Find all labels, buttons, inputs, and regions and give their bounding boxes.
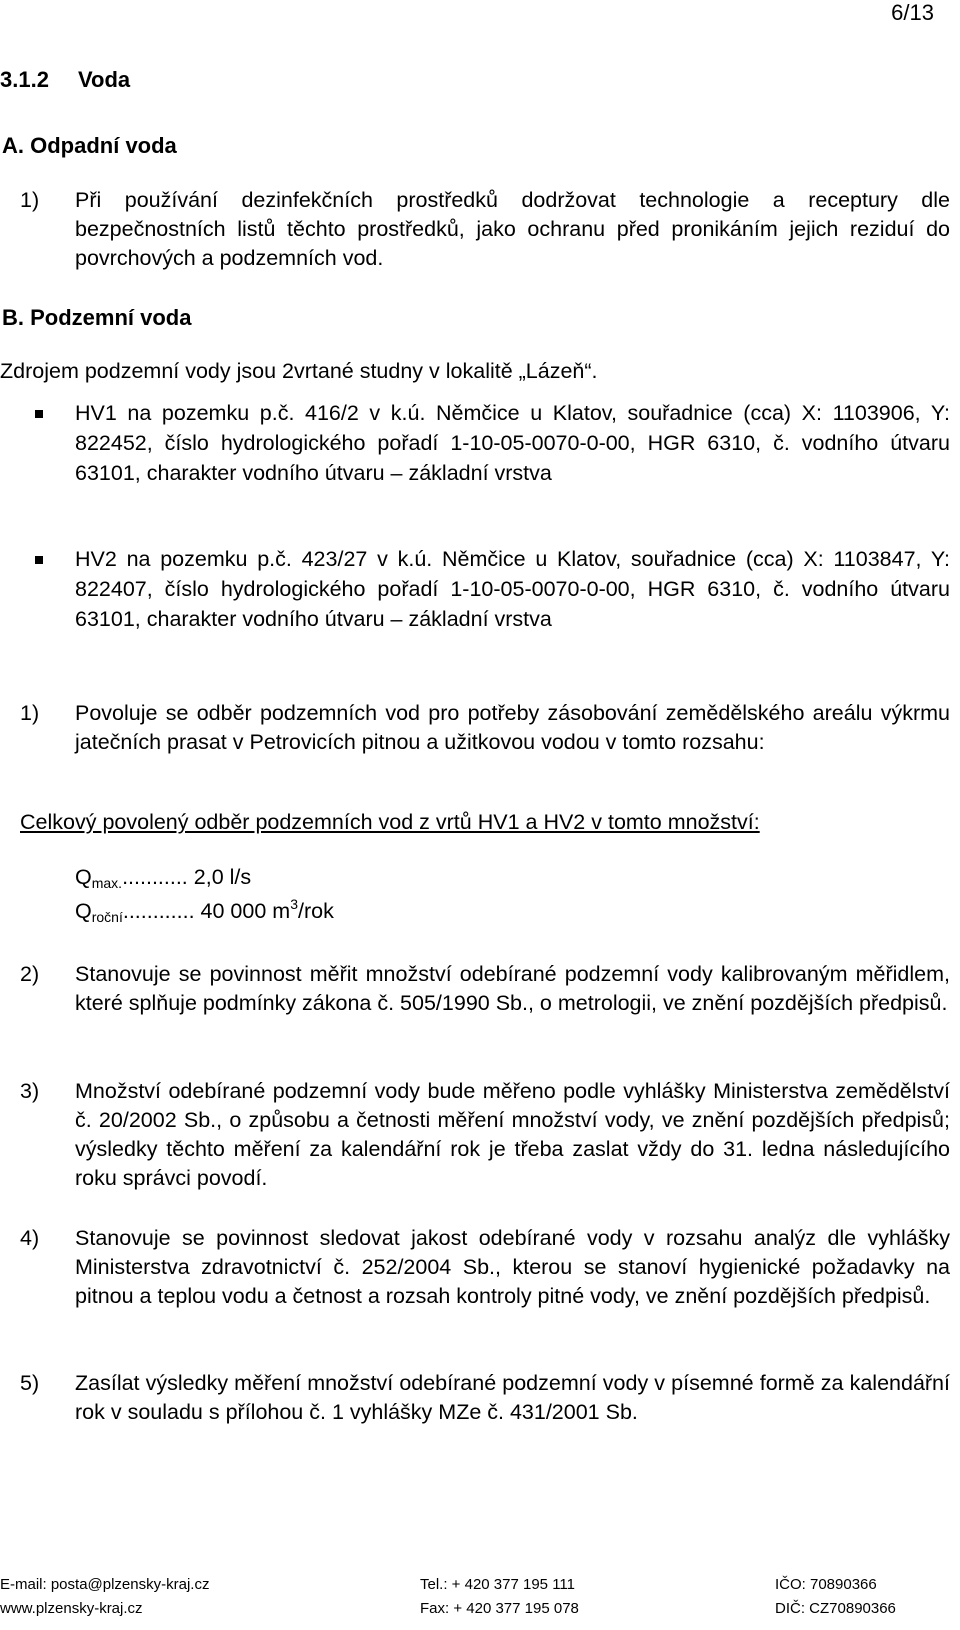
footer-fax: Fax: + 420 377 195 078 (420, 1600, 579, 1617)
footer-dic: DIČ: CZ70890366 (775, 1600, 896, 1617)
section-number: 3.1.2 (0, 67, 49, 92)
item-number: 1) (20, 188, 40, 212)
quantity-value: 40 000 m (200, 899, 291, 923)
ground-water-heading: B. Podzemní voda (2, 305, 192, 330)
item-text: Zasílat výsledky měření množství odebírané podzemní vody v písemné formě za kalendářní rok v souladu s přílohou č. 1 vyhlášky MZe č. 431/2001 Sb. (75, 1371, 950, 1424)
item-text: Stanovuje se povinnost měřit množství odebírané podzemní vody kalibrovaným měřidlem, které splňuje podmínky zákona č. 505/1990 Sb., o metrologii, ve znění pozdějších předpisů. (75, 962, 950, 1015)
ground-water-item-2 (20, 960, 950, 1018)
well-hv2 (20, 544, 950, 634)
section-title: Voda (78, 67, 131, 92)
item-number: 4) (20, 1226, 40, 1250)
ground-water-intro: Zdrojem podzemní vody jsou 2vrtané studny v lokalitě „Lázeň“. (0, 359, 598, 383)
well-text: HV2 na pozemku p.č. 423/27 v k.ú. Němčice u Klatov, souřadnice (cca) X: 1103847, Y: 822407, číslo hydrologického pořadí 1-10-05-0070-0-00, HGR 6310, č. vodního útvaru 63101, charakter vodního útvaru – základní vrstva (75, 547, 950, 631)
ground-water-item-3 (20, 1077, 950, 1193)
bullet-square-icon (35, 410, 43, 418)
quantity-dots: ........... (122, 865, 188, 889)
item-number: 1) (20, 701, 40, 725)
quantity-subscript: max. (91, 875, 123, 891)
item-text: Při používání dezinfekčních prostředků dodržovat technologie a receptury dle bezpečnostních listů těchto prostředků, jako ochranu před pronikáním jejich reziduí do povrchových a podzemních vod. (75, 188, 950, 270)
well-hv1 (20, 398, 950, 488)
permit-item-1 (20, 699, 950, 757)
total-withdrawal-heading: Celkový povolený odběr podzemních vod z vrtů HV1 a HV2 v tomto množství: (20, 810, 760, 834)
waste-water-item-1 (20, 186, 950, 273)
ground-water-item-5 (20, 1369, 950, 1427)
footer-email: E-mail: posta@plzensky-kraj.cz (0, 1576, 210, 1593)
footer-tel: Tel.: + 420 377 195 111 (420, 1576, 575, 1593)
quantity-symbol: Q (75, 899, 92, 923)
section-heading (0, 66, 130, 94)
quantity-subscript: roční (91, 909, 123, 925)
item-text: Povoluje se odběr podzemních vod pro potřeby zásobování zemědělského areálu výkrmu jatečních prasat v Petrovicích pitnou a užitkovou vodou v tomto rozsahu: (75, 701, 950, 754)
quantity-value: 2,0 l/s (193, 865, 252, 889)
quantity-symbol: Q (75, 865, 92, 889)
ground-water-item-4 (20, 1224, 950, 1311)
page-number: 6/13 (891, 0, 934, 25)
waste-water-heading: A. Odpadní voda (2, 133, 177, 158)
item-text: Stanovuje se povinnost sledovat jakost odebírané vody v rozsahu analýz dle vyhlášky Ministerstva zdravotnictví č. 252/2004 Sb., kterou se stanoví hygienické požadavky na pitnou a teplou vodu a četnost a rozsah kontroly pitné vody, ve znění pozdějších předpisů. (75, 1226, 950, 1308)
well-text: HV1 na pozemku p.č. 416/2 v k.ú. Němčice u Klatov, souřadnice (cca) X: 1103906, Y: 822452, číslo hydrologického pořadí 1-10-05-0070-0-00, HGR 6310, č. vodního útvaru 63101, charakter vodního útvaru – základní vrstva (75, 401, 950, 485)
quantity-qrocni (75, 889, 334, 932)
item-number: 3) (20, 1079, 40, 1103)
bullet-square-icon (35, 556, 43, 564)
item-text: Množství odebírané podzemní vody bude měřeno podle vyhlášky Ministerstva zemědělství č. 20/2002 Sb., o způsobu a četnosti měření množství vody, ve znění pozdějších předpisů; výsledky těchto měření za kalendářní rok je třeba zaslat vždy do 31. ledna následujícího roku správci povodí. (75, 1079, 950, 1190)
footer-web: www.plzensky-kraj.cz (0, 1600, 143, 1617)
footer-ico: IČO: 70890366 (775, 1576, 877, 1593)
quantity-unit-superscript: 3 (290, 896, 298, 912)
quantity-dots: ............ (122, 899, 195, 923)
quantity-unit-tail: /rok (297, 899, 334, 923)
item-number: 2) (20, 962, 40, 986)
item-number: 5) (20, 1371, 40, 1395)
